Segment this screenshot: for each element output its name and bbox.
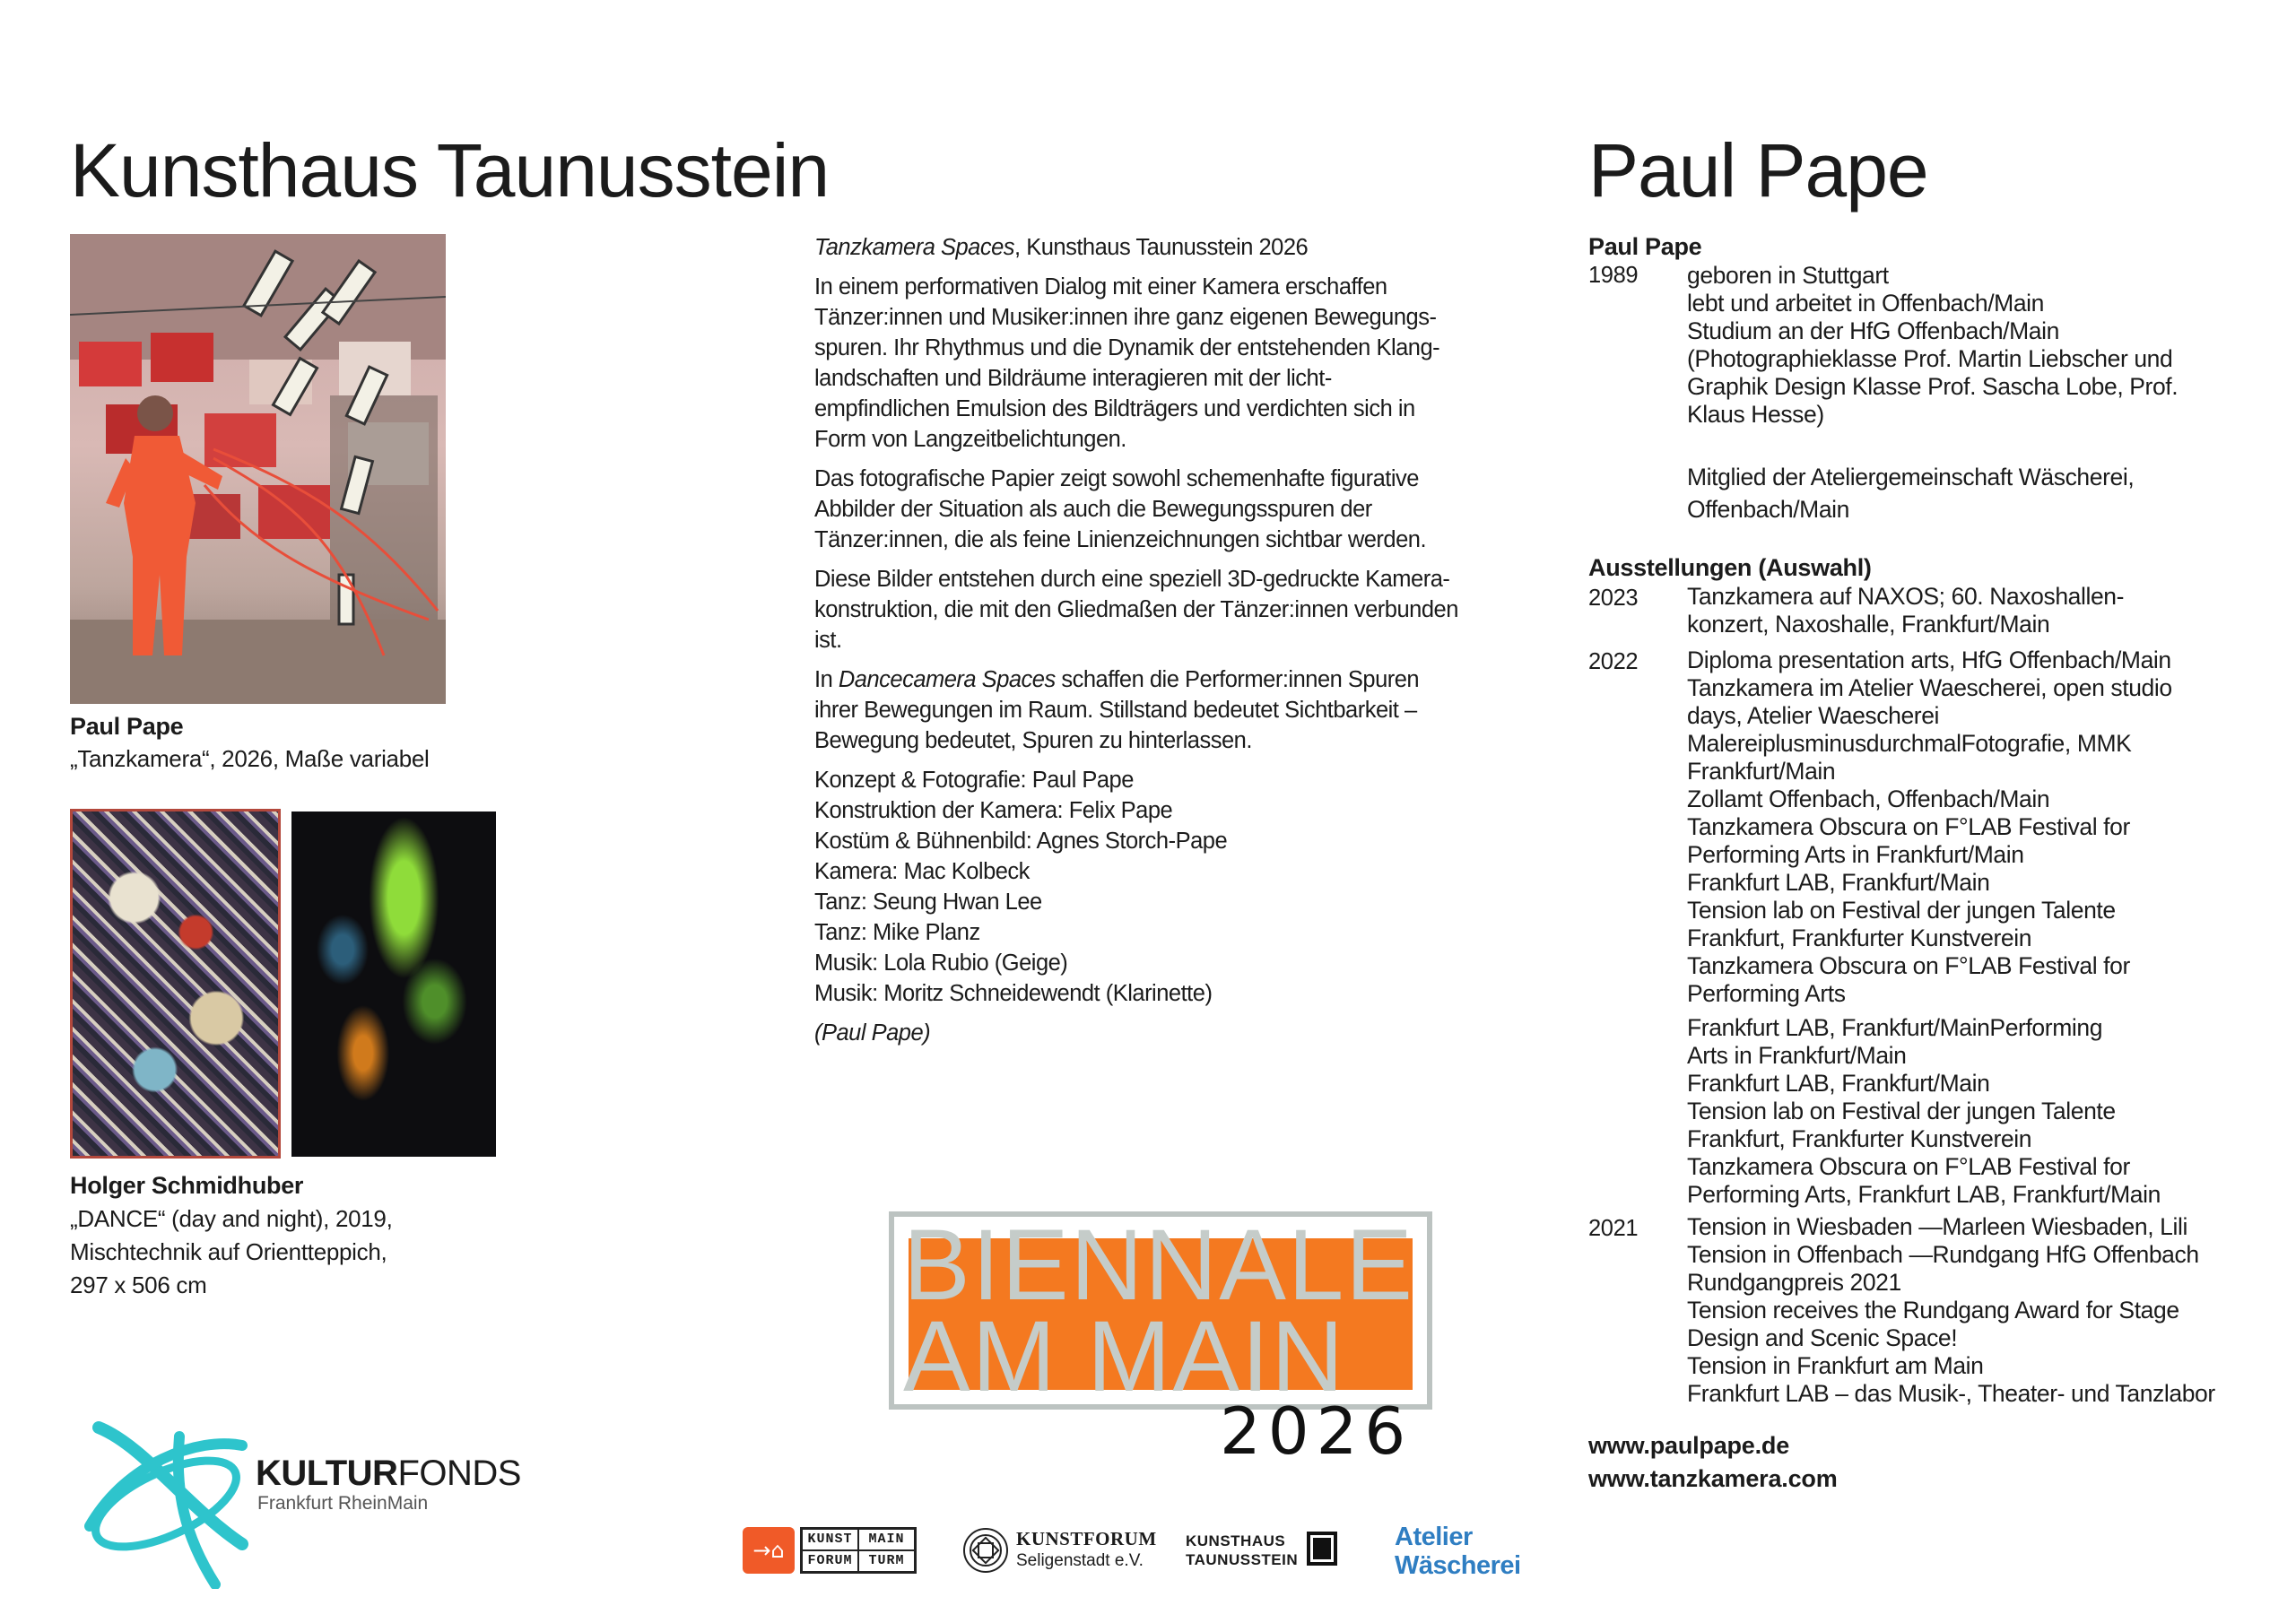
bio-line: geboren in Stuttgart (1687, 262, 1889, 289)
paragraph-line (814, 664, 1514, 695)
exhibition-line: Tanzkamera Obscura on F°LAB Festival for (1687, 813, 2130, 840)
work2-caption-line: Mischtechnik auf Orientteppich, (70, 1238, 387, 1265)
tanzkamera-photo (70, 234, 446, 704)
exhibition-line: Frankfurt LAB – das Musik-, Theater- und Tanzlabor (1687, 1380, 2215, 1407)
author-signature: (Paul Pape) (814, 1020, 931, 1046)
kunstmain-cell: KUNST (802, 1529, 858, 1550)
bio-line: Klaus Hesse) (1687, 401, 1824, 428)
p4-italic-title: Dancecamera Spaces (838, 667, 1056, 692)
kulturfonds-bold: KULTUR (256, 1454, 398, 1493)
paragraph-line: ihrer Bewegungen im Raum. Stillstand bedeutet Sichtbarkeit – (814, 698, 1417, 723)
atelier-logo-line: Atelier (1395, 1523, 1473, 1551)
paragraph-line: spuren. Ihr Rhythmus und die Dynamik der entstehenden Klang- (814, 335, 1440, 360)
description-title (814, 232, 1514, 263)
exhibition-year-row (1588, 1213, 2270, 1408)
bio-row (1588, 262, 2270, 525)
exhibition-line: Frankfurt/Main (1687, 758, 1836, 785)
p4-prefix: In (814, 667, 839, 692)
bio-member-line: Mitglied der Ateliergemeinschaft Wäscherei, (1687, 464, 2135, 490)
work2-artist: Holger Schmidhuber (70, 1172, 304, 1199)
work2-caption-line: „DANCE“ (day and night), 2019, (70, 1205, 393, 1232)
paragraph-line: Form von Langzeitbelichtungen. (814, 427, 1126, 452)
exhibition-line: Frankfurt, Frankfurter Kunstverein (1687, 1125, 2032, 1152)
website-link[interactable]: www.paulpape.de (1588, 1432, 1790, 1459)
credit-line: Konzept & Fotografie: Paul Pape (814, 768, 1134, 793)
bio-heading: Paul Pape (1588, 233, 1702, 260)
exhibition-line: Frankfurt LAB, Frankfurt/Main (1687, 869, 1990, 896)
kunsthaus-square-icon (1307, 1532, 1337, 1566)
work-title-italic: Tanzkamera Spaces (814, 235, 1015, 260)
kunstforum-emblem-icon (962, 1527, 1009, 1574)
exhibition-line: Tension lab on Festival der jungen Talente (1687, 897, 2116, 924)
exhibition-year: 2023 (1588, 586, 1639, 611)
exhibition-year: 2021 (1588, 1216, 1639, 1241)
kunsthaus-logo-line: TAUNUSSTEIN (1186, 1551, 1299, 1568)
credit-line: Kostüm & Bühnenbild: Agnes Storch-Pape (814, 829, 1228, 854)
paragraph-line: Abbilder der Situation als auch die Bewegungsspuren der (814, 497, 1372, 522)
exhibitions-heading: Ausstellungen (Auswahl) (1588, 554, 1872, 581)
work-title-rest: , Kunsthaus Taunusstein 2026 (1014, 235, 1309, 260)
exhibition-line: Design and Scenic Space! (1687, 1324, 1958, 1351)
kulturfonds-emblem-icon (72, 1410, 251, 1589)
exhibition-line: Frankfurt, Frankfurter Kunstverein (1687, 924, 2032, 951)
paragraph-line: Bewegung bedeutet, Spuren zu hinterlassen. (814, 728, 1252, 753)
kunstmain-arrow-house-icon: →⌂ (743, 1527, 795, 1574)
exhibition-line: Performing Arts in Frankfurt/Main (1687, 841, 2024, 868)
exhibition-line: Zollamt Offenbach, Offenbach/Main (1687, 785, 2050, 812)
exhibition-line: Tension lab on Festival der jungen Talente (1687, 1098, 2116, 1124)
paragraph-line: landschaften und Bildräume interagieren mit der licht- (814, 366, 1332, 391)
exhibition-year-row (1588, 647, 2270, 1209)
paragraph-line: Tänzer:innen, die als feine Linienzeichnungen sichtbar werden. (814, 527, 1427, 552)
bio-line: Graphik Design Klasse Prof. Sascha Lobe, Prof. (1687, 373, 2179, 400)
kunst-main-forum-turm-logo (800, 1527, 917, 1574)
kunstmain-cell: MAIN (858, 1529, 915, 1550)
atelier-waescherei-logo (1395, 1523, 1521, 1580)
tanzkamera-photo-illustration (70, 234, 446, 704)
kunstmain-cell: FORUM (802, 1550, 858, 1572)
paragraph-line: ist. (814, 628, 842, 653)
website-link[interactable]: www.tanzkamera.com (1588, 1465, 1838, 1492)
paragraph-line: empfindlichen Emulsion des Bildträgers und verdichten sich in (814, 396, 1415, 421)
exhibition-year: 2022 (1588, 649, 1639, 674)
biennale-logo-line1: BIENNALE (903, 1211, 1414, 1321)
paragraph-line: Tänzer:innen und Musiker:innen ihre ganz eigenen Bewegungs- (814, 305, 1437, 330)
bio-line: Studium an der HfG Offenbach/Main (1687, 317, 2059, 344)
exhibition-line: Tanzkamera Obscura on F°LAB Festival for (1687, 952, 2130, 979)
artist-title: Paul Pape (1588, 128, 1928, 213)
kunsthaus-logo-line: KUNSTHAUS (1186, 1532, 1286, 1549)
exhibition-line: Tension in Offenbach —Rundgang HfG Offenbach (1687, 1241, 2199, 1268)
paragraph-line: konstruktion, die mit den Gliedmaßen der Tänzer:innen verbunden (814, 597, 1458, 622)
bio-member-line: Offenbach/Main (1687, 496, 1849, 523)
exhibition-line: Performing Arts (1687, 980, 1846, 1007)
credit-line: Konstruktion der Kamera: Felix Pape (814, 798, 1173, 823)
kulturfonds-wordmark (256, 1453, 521, 1494)
paragraph-line: Das fotografische Papier zeigt sowohl schemenhafte figurative (814, 466, 1419, 491)
exhibition-line: Tanzkamera auf NAXOS; 60. Naxoshallen- (1687, 583, 2125, 610)
kulturfonds-subtitle: Frankfurt RheinMain (257, 1493, 429, 1514)
credit-line: Tanz: Seung Hwan Lee (814, 890, 1042, 915)
exhibition-line: Diploma presentation arts, HfG Offenbach/Main (1687, 647, 2171, 673)
bio-line: (Photographieklasse Prof. Martin Liebscher und (1687, 345, 2173, 372)
exhibition-line: Tension receives the Rundgang Award for Stage (1687, 1297, 2179, 1324)
dance-carpet-night-image (291, 812, 496, 1157)
exhibition-year-row (1588, 583, 2270, 638)
p4-line1-rest: schaffen die Performer:innen Spuren (1055, 667, 1420, 692)
exhibition-line: Performing Arts, Frankfurt LAB, Frankfurt/Main (1687, 1181, 2161, 1208)
description-text (814, 232, 1514, 1048)
exhibition-line: MalereiplusminusdurchmalFotografie, MMK (1687, 730, 2132, 757)
kunstmain-cell: TURM (858, 1550, 915, 1572)
biennale-logo (889, 1211, 1432, 1410)
exhibition-line: konzert, Naxoshalle, Frankfurt/Main (1687, 611, 2050, 638)
exhibition-line: Tanzkamera im Atelier Waescherei, open studio (1687, 674, 2172, 701)
credit-line: Kamera: Mac Kolbeck (814, 859, 1030, 884)
credit-line: Musik: Moritz Schneidewendt (Klarinette) (814, 981, 1213, 1006)
exhibition-line: Arts in Frankfurt/Main (1687, 1042, 1907, 1069)
venue-title: Kunsthaus Taunusstein (70, 128, 830, 213)
biennale-logo-line2: AM MAIN (903, 1300, 1346, 1410)
bio-year: 1989 (1588, 263, 1639, 288)
kulturfonds-light: FONDS (397, 1454, 521, 1493)
kunsthaus-taunusstein-logo (1186, 1532, 1298, 1569)
exhibition-line: Tension in Wiesbaden —Marleen Wiesbaden, Lili (1687, 1213, 2187, 1240)
biennale-year: 2026 (1220, 1393, 1413, 1469)
exhibition-line: days, Atelier Waescherei (1687, 702, 1940, 729)
paragraph-line: Diese Bilder entstehen durch eine speziell 3D-gedruckte Kamera- (814, 567, 1450, 592)
atelier-logo-line: Wäscherei (1395, 1551, 1521, 1580)
kunstforum-name: KUNSTFORUM (1016, 1528, 1157, 1549)
work1-artist: Paul Pape (70, 713, 184, 740)
exhibition-line: Rundgangpreis 2021 (1687, 1269, 1901, 1296)
work1-caption: „Tanzkamera“, 2026, Maße variabel (70, 745, 430, 772)
bio-line: lebt und arbeitet in Offenbach/Main (1687, 290, 2045, 317)
work2-caption-line: 297 x 506 cm (70, 1271, 207, 1298)
dance-carpet-day-image (70, 809, 281, 1159)
kunstforum-subtitle: Seligenstadt e.V. (1016, 1551, 1144, 1570)
exhibition-line: Frankfurt LAB, Frankfurt/Main (1687, 1070, 1990, 1097)
credit-line: Musik: Lola Rubio (Geige) (814, 950, 1068, 976)
credit-line: Tanz: Mike Planz (814, 920, 980, 945)
exhibition-line: Tension in Frankfurt am Main (1687, 1352, 1984, 1379)
paragraph-line: In einem performativen Dialog mit einer Kamera erschaffen (814, 274, 1387, 299)
exhibition-line: Tanzkamera Obscura on F°LAB Festival for (1687, 1153, 2130, 1180)
exhibition-line: Frankfurt LAB, Frankfurt/MainPerforming (1687, 1014, 2103, 1041)
artist-bio (1588, 231, 2270, 1496)
